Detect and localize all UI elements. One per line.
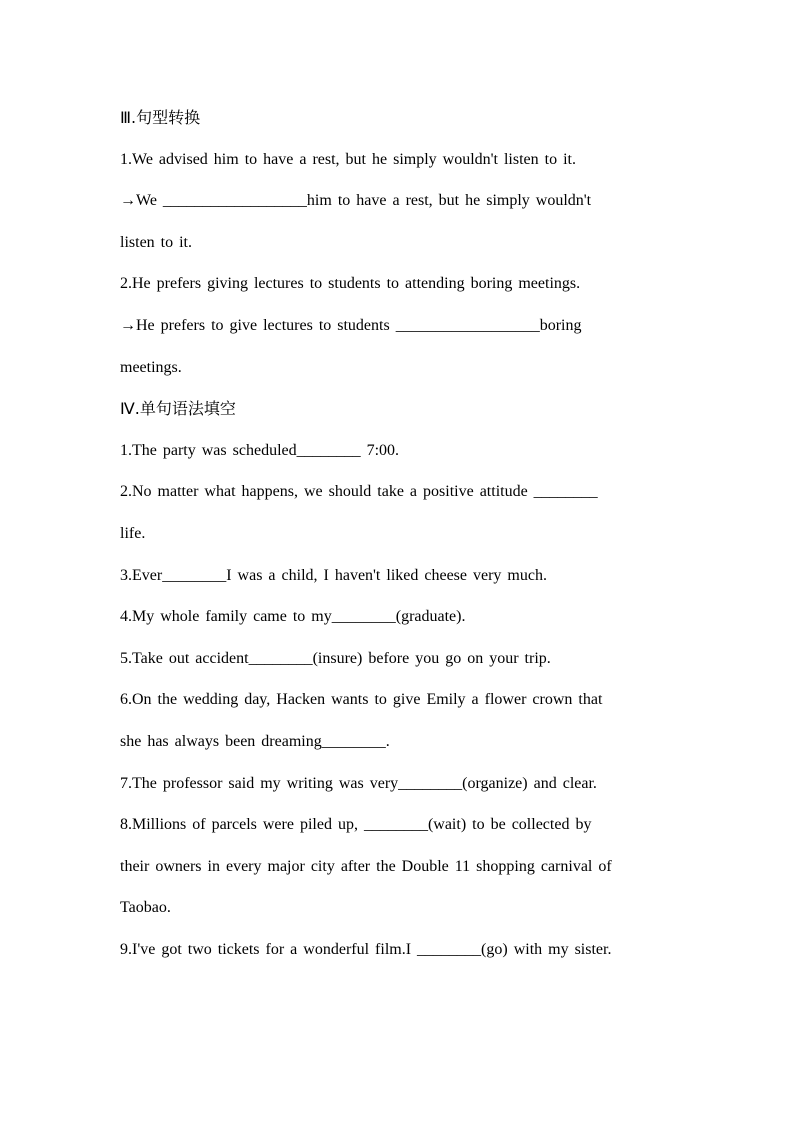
exercise-line: →He prefers to give lectures to students __________________boring	[120, 316, 582, 334]
exercise-line: 2.He prefers giving lectures to students to attending boring meetings.	[120, 275, 581, 293]
exercise-line: 5.Take out accident________(insure) before you go on your trip.	[120, 649, 551, 667]
exercise-line: meetings.	[120, 358, 182, 376]
exercise-line: 8.Millions of parcels were piled up, ________(wait) to be collected by	[120, 816, 592, 834]
exercise-line: listen to it.	[120, 233, 192, 251]
exercise-line: →We __________________him to have a rest, but he simply wouldn't	[120, 192, 592, 210]
section-heading-grammar-fill: Ⅳ.单句语法填空	[120, 399, 236, 419]
exercise-line: 2.No matter what happens, we should take a positive attitude ________	[120, 483, 598, 501]
exercise-line: life.	[120, 524, 146, 542]
exercise-line: 6.On the wedding day, Hacken wants to give Emily a flower crown that	[120, 691, 603, 709]
exercise-line: 3.Ever________I was a child, I haven't liked cheese very much.	[120, 566, 547, 584]
exercise-line: 9.I've got two tickets for a wonderful film.I ________(go) with my sister.	[120, 940, 612, 958]
exercise-line: 7.The professor said my writing was very________(organize) and clear.	[120, 774, 597, 792]
exercise-line: 1.We advised him to have a rest, but he simply wouldn't listen to it.	[120, 150, 576, 168]
exercise-line: 1.The party was scheduled________ 7:00.	[120, 441, 400, 459]
exercise-line: their owners in every major city after the Double 11 shopping carnival of	[120, 857, 612, 875]
exercise-line: Taobao.	[120, 899, 171, 917]
exercise-line: 4.My whole family came to my________(graduate).	[120, 608, 466, 626]
worksheet-content	[120, 104, 680, 977]
exercise-line: she has always been dreaming________.	[120, 732, 390, 750]
section-heading-sentence-transformation: Ⅲ.句型转换	[120, 108, 201, 127]
